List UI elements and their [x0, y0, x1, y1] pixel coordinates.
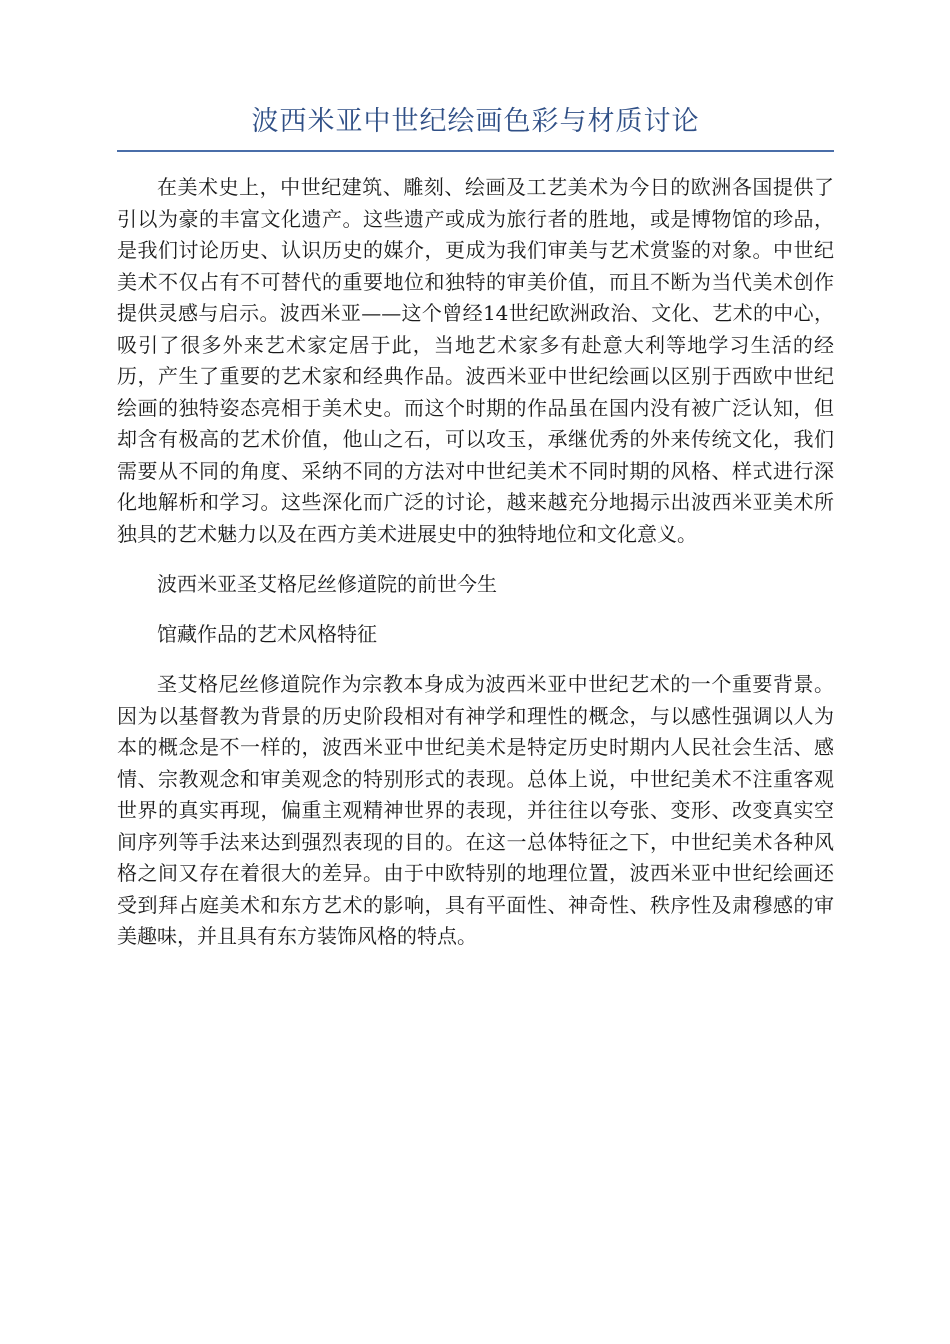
document-page [117, 100, 834, 953]
document-title: 波西米亚中世纪绘画色彩与材质讨论 [251, 106, 700, 137]
section-heading-monastery: 波西米亚圣艾格尼丝修道院的前世今生 [157, 572, 497, 596]
intro-paragraph: 在美术史上，中世纪建筑、雕刻、绘画及工艺美术为今日的欧洲各国提供了引以为豪的丰富文化遗产。这些遗产或成为旅行者的胜地，或是博物馆的珍品，是我们讨论历史、认识历史的媒介，更成为我们审美与艺术赏鉴的对象。中世纪美术不仅占有不可替代的重要地位和独特的审美价值，而且不断为当代美术创作提供灵感与启示。波西米亚——这个曾经14世纪欧洲政治、文化、艺术的中心，吸引了很多外来艺术家定居于此，当地艺术家多有赴意大利等地学习生活的经历，产生了重要的艺术家和经典作品。波西米亚中世纪绘画以区别于西欧中世纪绘画的独特姿态亮相于美术史。而这个时期的作品虽在国内没有被广泛认知，但却含有极高的艺术价值，他山之石，可以攻玉，承继优秀的外来传统文化，我们需要从不同的角度、采纳不同的方法对中世纪美术不同时期的风格、样式进行深化地解析和学习。这些深化而广泛的讨论，越来越充分地揭示出波西米亚美术所独具的艺术魅力以及在西方美术进展史中的独特地位和文化意义。 [117, 175, 834, 546]
section-heading-art-style: 馆藏作品的艺术风格特征 [157, 621, 377, 646]
title-underline [117, 150, 834, 152]
body-paragraph-art-style: 圣艾格尼丝修道院作为宗教本身成为波西米亚中世纪艺术的一个重要背景。因为以基督教为背景的历史阶段相对有神学和理性的概念，与以感性强调以人为本的概念是不一样的，波西米亚中世纪美术是特定历史时期内人民社会生活、感情、宗教观念和审美观念的特别形式的表现。总体上说，中世纪美术不注重客观世界的真实再现，偏重主观精神世界的表现，并往往以夸张、变形、改变真实空间序列等手法来达到强烈表现的目的。在这一总体特征之下，中世纪美术各种风格之间又存在着很大的差异。由于中欧特别的地理位置，波西米亚中世纪绘画还受到拜占庭美术和东方艺术的影响，具有平面性、神奇性、秩序性及肃穆感的审美趣味，并且具有东方装饰风格的特点。 [117, 672, 834, 948]
